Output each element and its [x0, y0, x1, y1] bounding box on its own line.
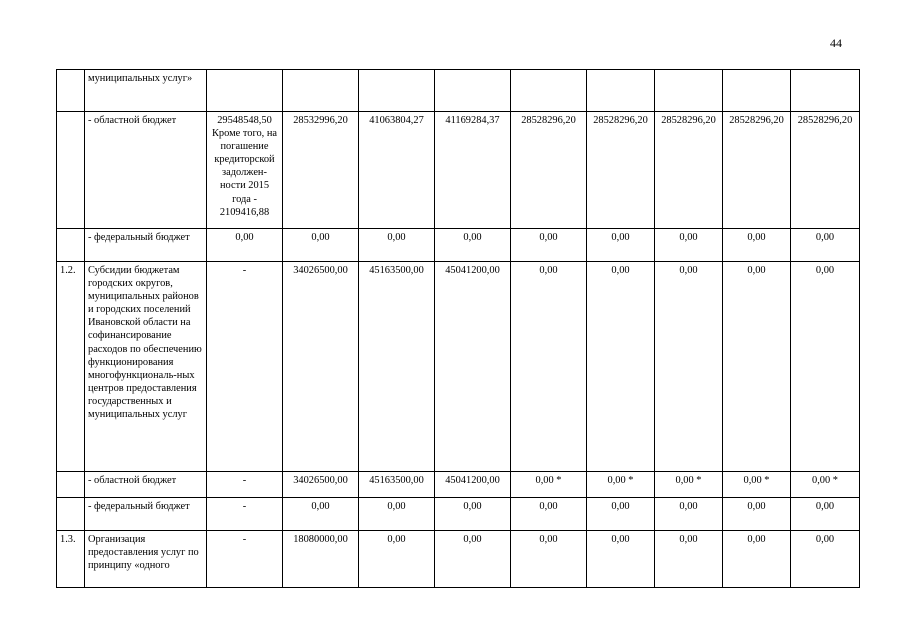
value-cell: 0,00	[587, 498, 655, 531]
table-body	[57, 70, 860, 588]
value-cell: 45163500,00	[359, 472, 435, 498]
value-cell	[283, 70, 359, 112]
page-number: 44	[830, 36, 842, 50]
value-cell	[723, 70, 791, 112]
value-cell: 45041200,00	[435, 262, 511, 472]
value-cell	[655, 70, 723, 112]
value-cell: 0,00	[655, 531, 723, 588]
value-cell	[359, 70, 435, 112]
value-cell: 0,00	[359, 531, 435, 588]
row-name-cell: муниципальных услуг»	[85, 70, 207, 112]
value-cell	[587, 70, 655, 112]
table-row	[57, 262, 860, 472]
value-cell: 0,00	[655, 229, 723, 262]
row-name-cell: - федеральный бюджет	[85, 229, 207, 262]
value-cell: -	[207, 472, 283, 498]
row-number-cell: 1.2.	[57, 262, 85, 472]
value-cell: 18080000,00	[283, 531, 359, 588]
value-cell: -	[207, 531, 283, 588]
value-cell: 0,00 *	[587, 472, 655, 498]
value-cell: 41063804,27	[359, 112, 435, 229]
value-cell: 0,00	[723, 531, 791, 588]
value-cell: 0,00	[207, 229, 283, 262]
row-name-cell: - федеральный бюджет	[85, 498, 207, 531]
value-cell: 0,00	[587, 531, 655, 588]
row-number-cell	[57, 498, 85, 531]
table-row	[57, 531, 860, 588]
value-cell: 0,00	[283, 498, 359, 531]
value-cell: 0,00 *	[791, 472, 860, 498]
value-cell: 0,00	[791, 229, 860, 262]
table-row	[57, 112, 860, 229]
value-cell: 0,00	[359, 498, 435, 531]
value-cell: 28528296,20	[511, 112, 587, 229]
value-cell: -	[207, 262, 283, 472]
value-cell: 29548548,50 Кроме того, на погашение кредиторской задолжен-ности 2015 года - 2109416,88	[207, 112, 283, 229]
value-cell: 28528296,20	[655, 112, 723, 229]
value-cell	[435, 70, 511, 112]
table-row	[57, 498, 860, 531]
value-cell: 0,00	[791, 531, 860, 588]
value-cell	[207, 70, 283, 112]
row-name-cell: - областной бюджет	[85, 112, 207, 229]
value-cell: 28532996,20	[283, 112, 359, 229]
value-cell: 0,00	[655, 262, 723, 472]
row-number-cell	[57, 70, 85, 112]
value-cell: 28528296,20	[723, 112, 791, 229]
value-cell: 0,00 *	[511, 472, 587, 498]
row-number-cell	[57, 112, 85, 229]
value-cell: 45041200,00	[435, 472, 511, 498]
value-cell: 0,00	[655, 498, 723, 531]
value-cell: 0,00	[511, 498, 587, 531]
table-row	[57, 229, 860, 262]
value-cell: 45163500,00	[359, 262, 435, 472]
value-cell: 0,00	[587, 262, 655, 472]
value-cell: 34026500,00	[283, 472, 359, 498]
value-cell: 41169284,37	[435, 112, 511, 229]
table-row	[57, 472, 860, 498]
row-number-cell: 1.3.	[57, 531, 85, 588]
row-number-cell	[57, 229, 85, 262]
value-cell: 0,00	[791, 498, 860, 531]
row-number-cell	[57, 472, 85, 498]
value-cell: 28528296,20	[791, 112, 860, 229]
budget-table	[56, 69, 860, 588]
value-cell: 0,00	[723, 229, 791, 262]
value-cell: 0,00	[511, 531, 587, 588]
value-cell: 0,00	[435, 498, 511, 531]
value-cell: 0,00	[587, 229, 655, 262]
value-cell: 28528296,20	[587, 112, 655, 229]
value-cell	[511, 70, 587, 112]
value-cell: 0,00	[435, 531, 511, 588]
value-cell: 0,00	[723, 262, 791, 472]
value-cell: 0,00	[791, 262, 860, 472]
value-cell: 0,00 *	[655, 472, 723, 498]
row-name-cell: Субсидии бюджетам городских округов, муниципальных районов и городских поселений Ивановской области на софинансирование расходов по обеспечению функционирования многофункциональ-ных центров предоставления государственных и муниципальных услуг	[85, 262, 207, 472]
value-cell: 0,00	[359, 229, 435, 262]
value-cell	[791, 70, 860, 112]
value-cell: -	[207, 498, 283, 531]
value-cell: 0,00	[435, 229, 511, 262]
value-cell: 0,00	[283, 229, 359, 262]
row-name-cell: - областной бюджет	[85, 472, 207, 498]
value-cell: 0,00	[511, 262, 587, 472]
value-cell: 0,00 *	[723, 472, 791, 498]
table-row	[57, 70, 860, 112]
value-cell: 0,00	[511, 229, 587, 262]
row-name-cell: Организация предоставления услуг по принципу «одного	[85, 531, 207, 588]
value-cell: 34026500,00	[283, 262, 359, 472]
value-cell: 0,00	[723, 498, 791, 531]
